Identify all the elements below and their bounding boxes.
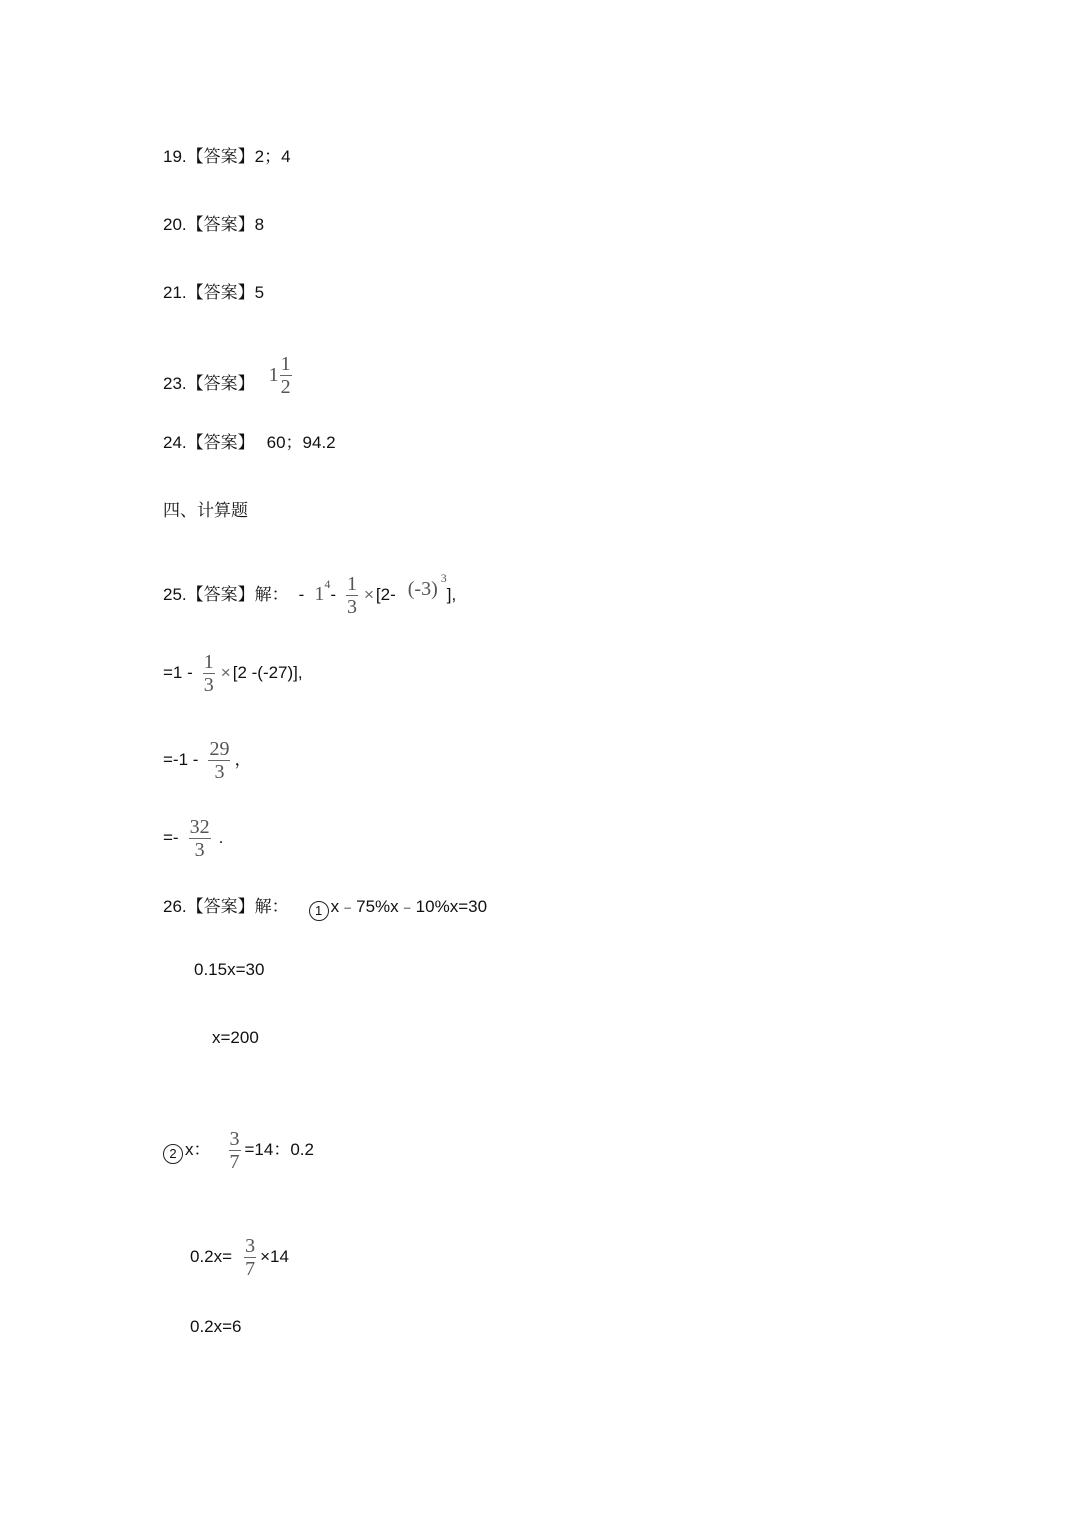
fraction-denominator: 3: [346, 596, 357, 618]
minus-sign: -: [330, 585, 336, 604]
expression-text: =-: [163, 828, 179, 847]
fraction-numerator: 32: [189, 816, 210, 838]
minus-sign: -: [298, 585, 305, 604]
fraction: [189, 817, 211, 860]
mixed-whole: 1: [268, 364, 279, 386]
expression-text: [2 -(-27)],: [232, 663, 303, 682]
equation: x：: [185, 1140, 211, 1159]
expression-text: ，: [234, 750, 252, 769]
circled-number-icon: 2: [163, 1144, 183, 1164]
fraction: [208, 739, 230, 782]
fraction-denominator: 3: [203, 674, 214, 696]
bracket-open: [2-: [375, 585, 396, 604]
equation: =14：0.2: [244, 1140, 314, 1159]
fraction-numerator: 1: [203, 651, 214, 673]
answer-tag: 【答案】: [186, 147, 255, 167]
parenthesized-term: (-3): [407, 578, 438, 600]
power-exponent: 4: [324, 577, 331, 591]
answer-value: 5: [254, 283, 265, 302]
power-exponent: 3: [440, 571, 447, 585]
times-sign: ×: [220, 663, 231, 682]
question-number: 21.: [163, 283, 187, 302]
question-number: 19.: [163, 147, 187, 166]
answer-26-line-1: [163, 892, 487, 918]
answer-25-line-2: [163, 651, 303, 705]
expression-text: .: [218, 828, 224, 847]
expression-text: =-1 -: [163, 750, 199, 769]
power-base: 1: [314, 583, 325, 605]
answer-value: 2；4: [254, 147, 291, 166]
answer-25-line-3: [163, 738, 252, 792]
solve-label: 解：: [254, 897, 289, 917]
answer-tag: 【答案】: [186, 283, 255, 303]
question-number: 24.: [163, 433, 187, 452]
circled-number-icon: 1: [309, 901, 329, 921]
answer-tag: 【答案】: [186, 374, 255, 394]
mixed-number: [269, 354, 296, 397]
fraction-denominator: 7: [245, 1258, 256, 1280]
answer-25-line-1: [163, 571, 457, 627]
expression-text: ×14: [260, 1247, 289, 1266]
fraction-numerator: 29: [209, 738, 230, 760]
question-number: 25.: [163, 585, 187, 604]
section-title: 四、计算题: [163, 501, 248, 521]
fraction-numerator: 1: [346, 573, 357, 595]
answer-26-step-3: [190, 1235, 289, 1289]
answer-tag: 【答案】: [186, 433, 255, 453]
expression-text: 0.2x=: [190, 1247, 233, 1266]
answer-26-step-1: 0.15x=30: [194, 960, 265, 979]
expression-text: =1 -: [163, 663, 193, 682]
answer-19: [163, 142, 291, 167]
fraction: [346, 574, 358, 617]
fraction: [203, 652, 215, 695]
fraction-denominator: 7: [229, 1151, 240, 1173]
fraction: [280, 354, 292, 397]
answer-24: [163, 428, 336, 453]
answer-tag: 【答案】: [186, 215, 255, 235]
answer-25-line-4: [163, 816, 224, 870]
answer-tag: 【答案】: [186, 897, 255, 917]
equation: x﹣75%x﹣10%x=30: [330, 897, 488, 916]
times-sign: ×: [363, 585, 374, 604]
fraction: [229, 1129, 241, 1172]
answer-26-step-4: 0.2x=6: [190, 1317, 242, 1336]
bracket-close: ],: [446, 585, 457, 604]
question-number: 26.: [163, 897, 187, 916]
answer-26-step-2: x=200: [212, 1028, 259, 1047]
fraction: [244, 1236, 256, 1279]
answer-value: 60；94.2: [266, 433, 336, 452]
fraction-numerator: 1: [280, 353, 291, 375]
fraction-numerator: 3: [229, 1128, 240, 1150]
fraction-numerator: 3: [245, 1235, 256, 1257]
answer-23: [163, 353, 296, 405]
fraction-denominator: 3: [194, 839, 205, 861]
fraction-denominator: 2: [280, 376, 291, 398]
fraction-denominator: 3: [214, 761, 225, 783]
answer-21: [163, 278, 264, 303]
question-number: 23.: [163, 374, 187, 393]
answer-26-line-2: [163, 1128, 314, 1182]
solve-label: 解：: [254, 585, 289, 605]
answer-20: [163, 210, 264, 235]
question-number: 20.: [163, 215, 187, 234]
answer-tag: 【答案】: [186, 585, 255, 605]
answer-value: 8: [254, 215, 265, 234]
